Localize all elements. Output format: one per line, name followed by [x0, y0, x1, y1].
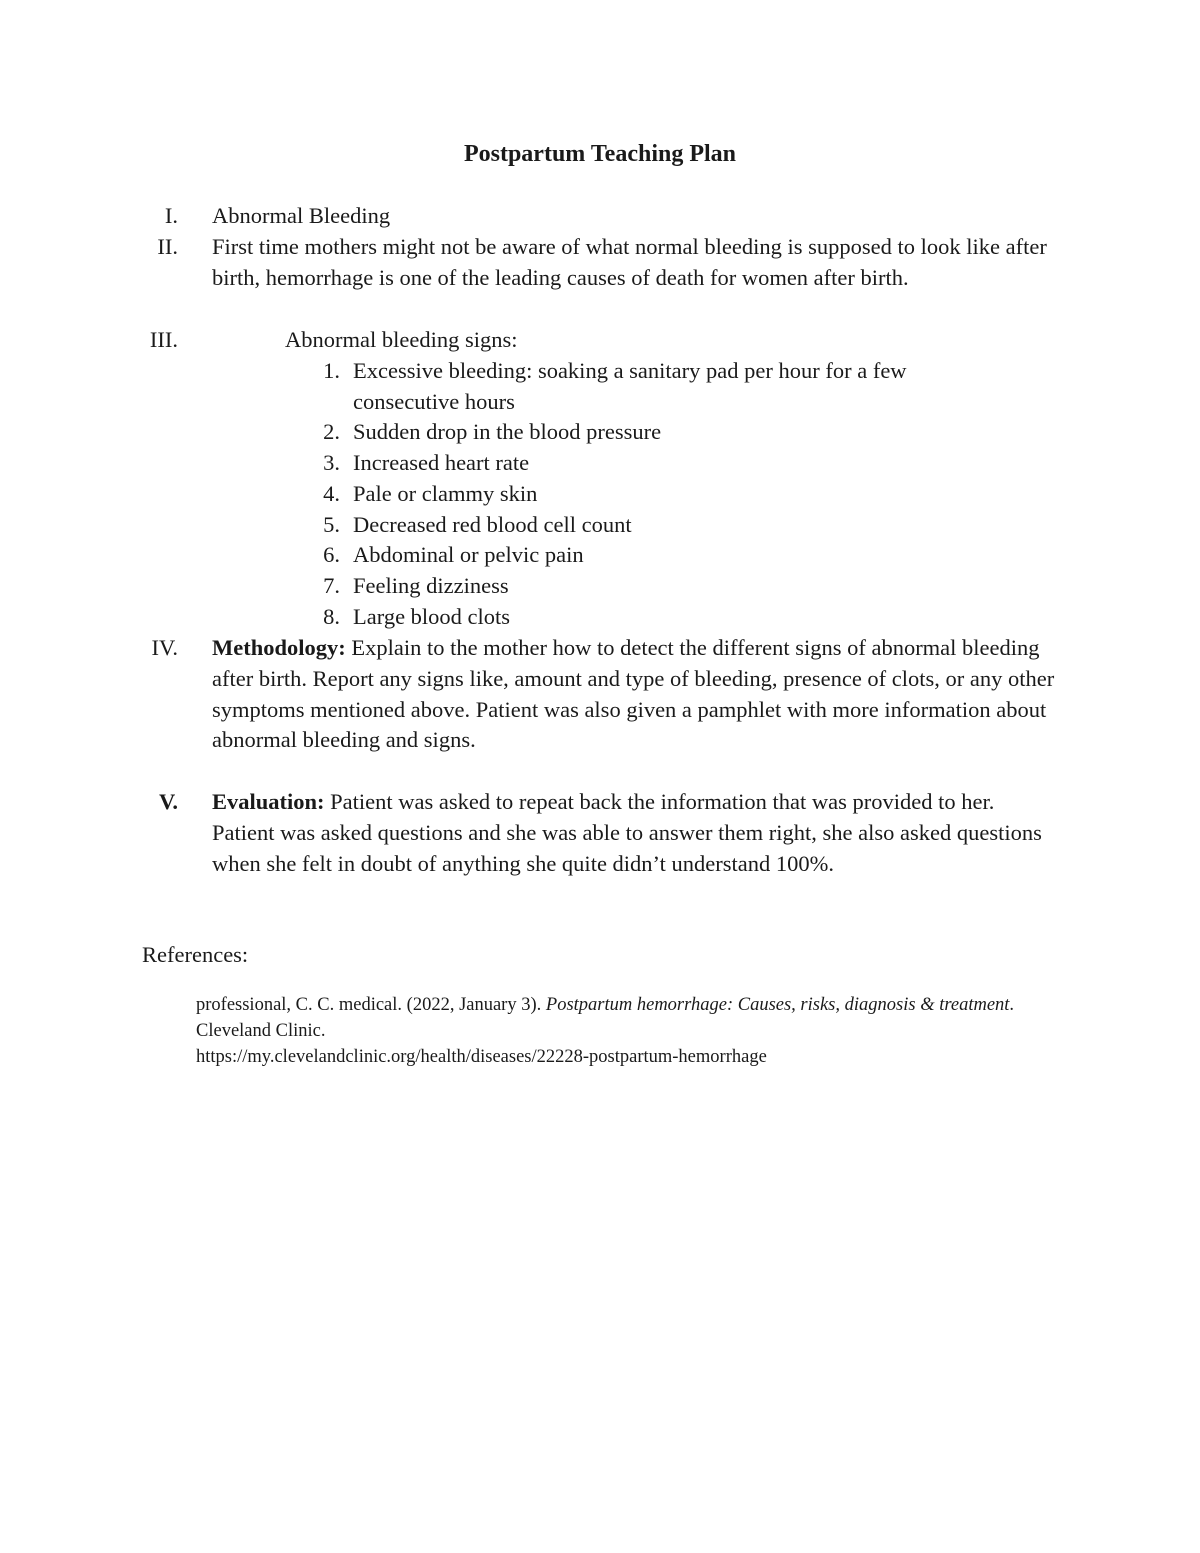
list-number: 1. [323, 358, 340, 383]
section-text: First time mothers might not be aware of what normal bleeding is supposed to look like after birth, hemorrhage is one of the leading causes of death for women after birth. [212, 234, 1047, 290]
list-text: Pale or clammy skin [353, 481, 538, 506]
reference-url[interactable]: https://my.clevelandclinic.org/health/diseases/22228-postpartum-hemorrhage [196, 1047, 767, 1067]
list-text: Excessive bleeding: soaking a sanitary pad per hour for a few consecutive hours [353, 358, 907, 414]
list-text: Increased heart rate [353, 450, 530, 475]
section-text [212, 787, 1062, 879]
section-numeral: V. [159, 789, 178, 814]
section-body: Patient was asked to repeat back the information that was provided to her. Patient was asked questions and she was able to answer them right, she also asked questions when she felt in doubt of anything she quite didn’t understand 100%. [212, 789, 1042, 876]
list-text: Feeling dizziness [353, 573, 509, 598]
section-body: Explain to the mother how to detect the different signs of abnormal bleeding after birth. Report any signs like, amount and type of bleeding, presence of clots, or any other symptoms mentioned above. Patient was also given a pamphlet with more information about abnormal bleeding and signs. [212, 635, 1055, 753]
list-text: Sudden drop in the blood pressure [353, 419, 662, 444]
reference-title: Postpartum hemorrhage: Causes, risks, diagnosis & treatment [545, 995, 1010, 1015]
section-label: Methodology: [212, 635, 346, 660]
reference-lead: professional, C. C. medical. (2022, January 3). [196, 995, 546, 1015]
section-numeral: III. [149, 327, 178, 352]
section-numeral: II. [157, 234, 178, 259]
section-numeral: I. [164, 203, 178, 228]
list-number: 2. [323, 419, 340, 444]
list-number: 8. [323, 604, 340, 629]
list-number: 6. [323, 542, 340, 567]
list-text: Decreased red blood cell count [353, 512, 632, 537]
list-number: 7. [323, 573, 340, 598]
section-label: Evaluation: [212, 789, 325, 814]
list-number: 5. [323, 512, 340, 537]
list-text: Abdominal or pelvic pain [353, 542, 584, 567]
section-text: Abnormal Bleeding [212, 203, 391, 228]
section-numeral: IV. [151, 635, 178, 660]
page-title: Postpartum Teaching Plan [463, 141, 737, 167]
list-number: 4. [323, 481, 340, 506]
reference-tail: . Cleveland Clinic. [196, 995, 1015, 1041]
list-text: Large blood clots [353, 604, 511, 629]
reference-entry [196, 992, 1076, 1070]
references-heading: References: [142, 942, 249, 967]
list-number: 3. [323, 450, 340, 475]
section-text [212, 633, 1062, 756]
section-text: Abnormal bleeding signs: [285, 327, 518, 352]
